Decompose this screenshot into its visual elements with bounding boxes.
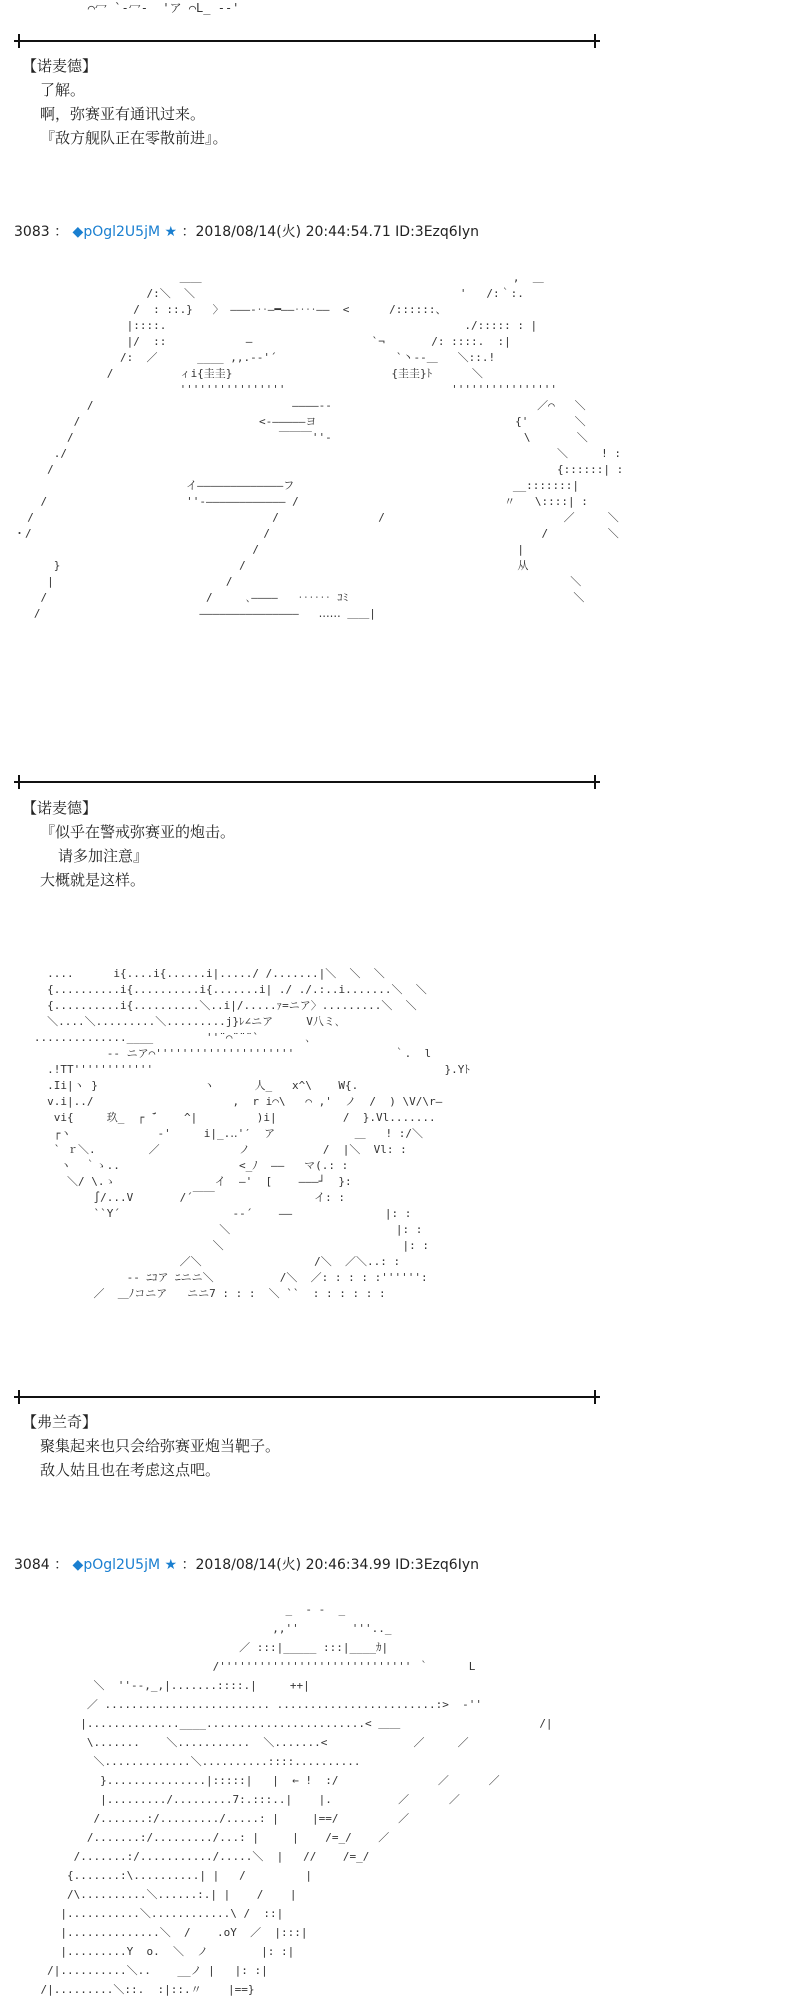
ascii-art-character-portrait: .... i{....i{......i|...../ /.......|＼ ＼ ＼ {..........i{..........i{.......i| ./ ./.:..i.......＼ ＼ {..........i{..........＼..i|/.....ｧ=ニア〉.........＼ ＼ ＼....＼.........＼.........j}ﾚ∠ニア V八ミ､ ..............____ ''¨⌒¨¨¨` ､ -‐ ニア⌒''''''''''''''''''''' ｀. l .!TT'''''''''''' }.Yﾄ .Ii|ヽ } ヽ 人_ x^\ W{. v.i|../ , r i⌒\ ⌒ ,' ノ / ) \V/\r― vi{ 玖_ ┌ ̄´ ^| )i| / }.Vl....... ┌ヽ -' i|_.‥'′ ア ＿ ! :/＼ ` ｒ＼. ／ ノ / |＼ Vl: : ヽ ｀ゝ.. <_ﾉ ―― マ(.: : ＼/ \.ゝ イ ―' [ ―――┘ }: ∫/...V /´￣￣ イ: : ``Y´ -‐´ ―― |: : ＼ |: : ＼ |: : ／＼ /＼ ／＼..: : -‐ ﾆｺア ﾆニニ＼ /＼ ／: : : : :'''''': ／ ＿ﾉコニア ニニ7 : : : ＼ `` : : : : : : [33, 967, 470, 1300]
speaker-name: 【弗兰奇】 [22, 1413, 98, 1431]
star-icon: ★ [164, 224, 178, 240]
separator-tick-right [594, 775, 596, 789]
post-header [14, 1555, 479, 1575]
dialog-line: 『敌方舰队正在零散前进』。 [40, 129, 228, 147]
post-number[interactable]: 3084 [14, 1557, 50, 1573]
separator-tick-right [594, 34, 596, 48]
separator-line [14, 781, 600, 783]
separator-tick-right [594, 1390, 596, 1404]
scene-separator [14, 775, 600, 789]
dialog-line: 请多加注意』 [58, 847, 149, 865]
separator-line [14, 40, 600, 42]
dialog-line: 聚集起来也只会给弥赛亚炮当靶子。 [40, 1437, 281, 1455]
post-separator: ： [54, 1557, 69, 1573]
dialog-line: 『似乎在警戒弥赛亚的炮击。 [40, 823, 236, 841]
post-separator: ： [54, 224, 69, 240]
separator-tick-left [18, 775, 20, 789]
tripcode[interactable]: pOgl2U5jM [83, 224, 161, 240]
dialog-block [22, 796, 235, 892]
ascii-art-sleeping-face: ＿＿ , ＿ /:＼ ＼ ' /:｀:. / : ::.} 〉 ―――‐‥―━――‥‥―― < /::::::、 |::::. ./::::: : | |/ :: ― `¬ /: ::::. :| /: ／ ____ ,,.-‐'´ `丶‐-＿ ＼::.! / ィi{圭圭} {圭圭}ﾄ ＼ '''''''''''''''' '''''''''''''''' / ――――‐- ／⌒ ＼ / <-―――――ヨ {' ＼ / ￣￣￣''‐ \ ＼ ./ ＼ ! : / {::::::| : イ―――――――――――――フ __:::::::| / ''‐―――――――――――― / 〃 \::::| : / / / ／ ＼ ・/ / / ＼ / | } / 从 | / ＼ / / ､―――― ‥‥‥ ｺﾐ ＼ / ――――――――――――――― ‥‥‥ ＿＿| [14, 271, 624, 620]
separator-line [14, 1396, 600, 1398]
dialog-line: 啊，弥赛亚有通讯过来。 [40, 105, 206, 123]
scene-separator [14, 34, 600, 48]
ascii-art-character-with-staff: _ ‐ ‐ _ ,,'' '''.._ ／ :::|_____ :::|____ｶ| /''''''''''''''''''''''''''''' ｀ L ＼ ''‐‐,_,|.......::::.| ++| ／ ......................... ........................:> -'' |..............____........................< ＿＿ /| \....... ＼........... ＼.......< ／ ／ ＼.............＼..........::::.......... }...............|:::::| | ← ! :/ ／ ／ |........./.........7:.:::..| |. ／ ／ /.......:/........./.....: | |==/ ／ /.......:/........./...: | | /=_/ ／ /.......:/.........../.....＼ | // /=_/ {.......:\..........| | / | /\..........＼......:.| | / | |...........＼............\ / ::| |..............＼ / .oY ／ |:::| |.........Y o. ＼ ノ |: :| /|..........＼.. __ノ | |: :| /|.........＼::. :|::.〃 |==} [40, 1603, 553, 1996]
dialog-line: 敌人姑且也在考虑这点吧。 [40, 1461, 221, 1479]
separator-tick-left [18, 34, 20, 48]
post-number[interactable]: 3083 [14, 224, 50, 240]
scene-separator [14, 1390, 600, 1404]
ascii-art-top-fragment: ⌒冖 `-冖‐ 'ア ⌒L_ ‐-' [87, 1, 240, 15]
dialog-line: 了解。 [40, 81, 86, 99]
post-date: ：2018/08/14(火) 20:46:34.99 ID:3Ezq6Iyn [181, 1557, 479, 1573]
tripcode[interactable]: pOgl2U5jM [83, 1557, 161, 1573]
dialog-block [22, 54, 228, 150]
speaker-name: 【诺麦德】 [22, 799, 98, 817]
post-header [14, 222, 479, 242]
speaker-name: 【诺麦德】 [22, 57, 98, 75]
dialog-block [22, 1410, 280, 1482]
post-date: ：2018/08/14(火) 20:44:54.71 ID:3Ezq6Iyn [181, 224, 479, 240]
dialog-line: 大概就是这样。 [40, 871, 146, 889]
star-icon: ★ [164, 1557, 178, 1573]
diamond-icon: ◆ [72, 224, 84, 240]
diamond-icon: ◆ [72, 1557, 84, 1573]
separator-tick-left [18, 1390, 20, 1404]
